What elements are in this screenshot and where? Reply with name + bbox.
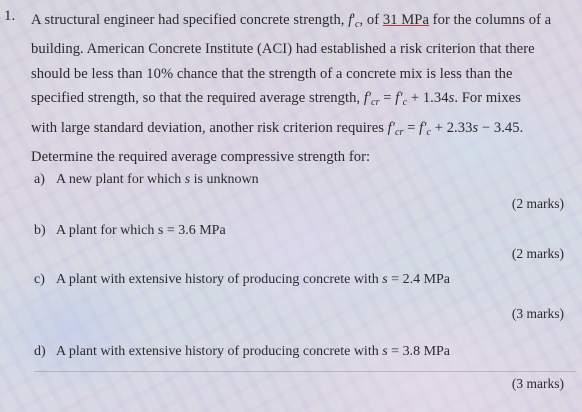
part-a-marks: (2 marks) [511,196,564,211]
part-c: c) A plant with extensive history of producing concrete with s = 2.4 MPa [34,272,451,287]
part-b-marks: (2 marks) [511,246,564,261]
part-c-marks: (3 marks) [511,306,564,321]
question-line-4: specified strength, so that the required average strength, $f'_{cr} = f'_c + 1.34s$. For mixes [31,90,521,109]
part-a: a) A new plant for which s is unknown [34,172,259,187]
question-line-5: with large standard deviation, another risk criterion requires $f'_{cr} = f'_c + 2.33s - 3.45$. [31,119,524,138]
specified-strength-value: 31 MPa [382,12,429,28]
question-line-3: should be less than 10% chance that the strength of a concrete mix is less than the [31,65,513,82]
question-text [31,8,576,169]
part-d-marks: (3 marks) [511,376,564,391]
part-d: d) A plant with extensive history of producing concrete with s = 3.8 MPa [34,344,451,359]
divider-line [34,371,576,372]
question-line-2: building. American Concrete Institute (ACI) had established a risk criterion that there [31,41,535,58]
question-number: 1. [4,8,16,24]
question-line-1: A structural engineer had specified concrete strength, $f'_c$, of 31 MPa for the columns of a [31,12,552,30]
question-line-6: Determine the required average compressive strength for: [31,149,371,166]
part-b: b) A plant for which s = 3.6 MPa [34,223,226,238]
